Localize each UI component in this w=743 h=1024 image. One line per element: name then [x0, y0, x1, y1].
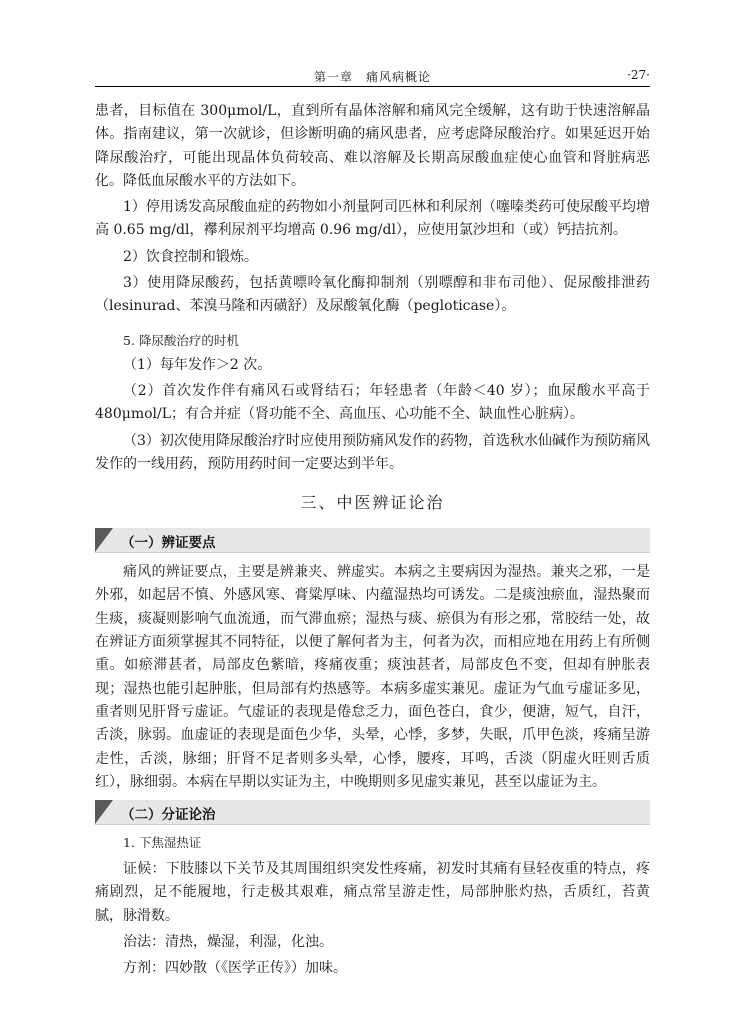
paragraph-timing-1: （1）每年发作＞2 次。	[123, 356, 272, 373]
subsection-title-1: （一）辨证要点	[121, 535, 216, 552]
subsection-band-1	[95, 528, 650, 553]
chapter-title: 第一章 痛风病概论	[313, 70, 431, 84]
paragraph-timing-3: （3）初次使用降尿酸治疗时应使用预防痛风发作的药物，首选秋水仙碱作为预防痛风发作的一线用药，预防用药时间一定要达到半年。	[95, 432, 650, 472]
paragraph-continuation: 患者，目标值在 300μmol/L，直到所有晶体溶解和痛风完全缓解，这有助于快速溶解晶体。指南建议，第一次就诊，但诊断明确的痛风患者，应考虑降尿酸治疗。如果延迟开始降尿酸治疗，可能出现晶体负荷较高、难以溶解及长期高尿酸血症使心血管和肾脏病恶化。降低血尿酸水平的方法如下。	[95, 103, 650, 189]
subsection-band-2	[95, 800, 650, 825]
paragraph-symptoms: 证候：下肢膝以下关节及其周围组织突发性疼痛，初发时其痛有昼轻夜重的特点，疼痛剧烈，足不能履地，行走极其艰难，痛点常呈游走性，局部肿胀灼热，舌质红，苔黄腻，脉滑数。	[95, 861, 650, 924]
subsection-title-2: （二）分证论治	[121, 807, 216, 824]
page-body	[95, 100, 650, 981]
paragraph-method-1: 1）停用诱发高尿酸血症的药物如小剂量阿司匹林和利尿剂（噻嗪类药可使尿酸平均增高 0.65 mg/dl，襻利尿剂平均增高 0.96 mg/dl），应使用氯沙坦和（或）钙拮抗剂。	[95, 199, 650, 239]
band-triangle-icon	[95, 800, 113, 824]
paragraph-timing-2: （2）首次发作伴有痛风石或肾结石；年轻患者（年龄＜40 岁）；血尿酸水平高于 480μmol/L；有合并症（肾功能不全、高血压、心功能不全、缺血性心脏病）。	[95, 382, 650, 423]
page-header	[95, 60, 650, 87]
subheading-timing: 5. 降尿酸治疗的时机	[123, 332, 239, 348]
subheading-syndrome-1: 1. 下焦湿热证	[123, 835, 202, 851]
paragraph-treatment: 治法：清热，燥湿，利湿，化浊。	[123, 934, 333, 951]
section-heading: 三、中医辨证论治	[300, 493, 445, 513]
paragraph-method-2: 2）饮食控制和锻炼。	[123, 248, 258, 265]
paragraph-key-points: 痛风的辨证要点，主要是辨兼夹、辨虚实。本病之主要病因为湿热。兼夹之邪，一是外邪，如起居不慎、外感风寒、膏粱厚味、内蕴湿热均可诱发。二是痰浊瘀血，湿热聚而生痰，痰凝则影响气血流通，而气滞血瘀；湿热与痰、瘀俱为有形之邪，常胶结一处，故在辨证方面须掌握其不同特征，以便了解何者为主，何者为次，而相应地在用药上有所侧重。如瘀滞甚者，局部皮色紫暗，疼痛夜重；痰浊甚者，局部皮色不变，但却有肿胀表现；湿热也能引起肿胀，但局部有灼热感等。本病多虚实兼见。虚证为气血亏虚证多见，重者则见肝肾亏虚证。气虚证的表现是倦怠乏力，面色苍白，食少，便溏，短气，自汗，舌淡，脉弱。血虚证的表现是面色少华，头晕，心悸，多梦，失眠，爪甲色淡，疼痛呈游走性，舌淡，脉细；肝肾不足者则多头晕，心悸，腰疼，耳鸣，舌淡（阴虚火旺则舌质红），脉细弱。本病在早期以实证为主，中晚期则多见虚实兼见，甚至以虚证为主。	[95, 564, 650, 790]
paragraph-method-3: 3）使用降尿酸药，包括黄嘌呤氧化酶抑制剂（别嘌醇和非布司他）、促尿酸排泄药（lesinurad、苯溴马隆和丙磺舒）及尿酸氧化酶（pegloticase）。	[95, 275, 650, 315]
page-number: ·27·	[627, 68, 650, 82]
band-triangle-icon	[95, 528, 113, 552]
paragraph-prescription: 方剂：四妙散（《医学正传》）加味。	[123, 960, 347, 977]
